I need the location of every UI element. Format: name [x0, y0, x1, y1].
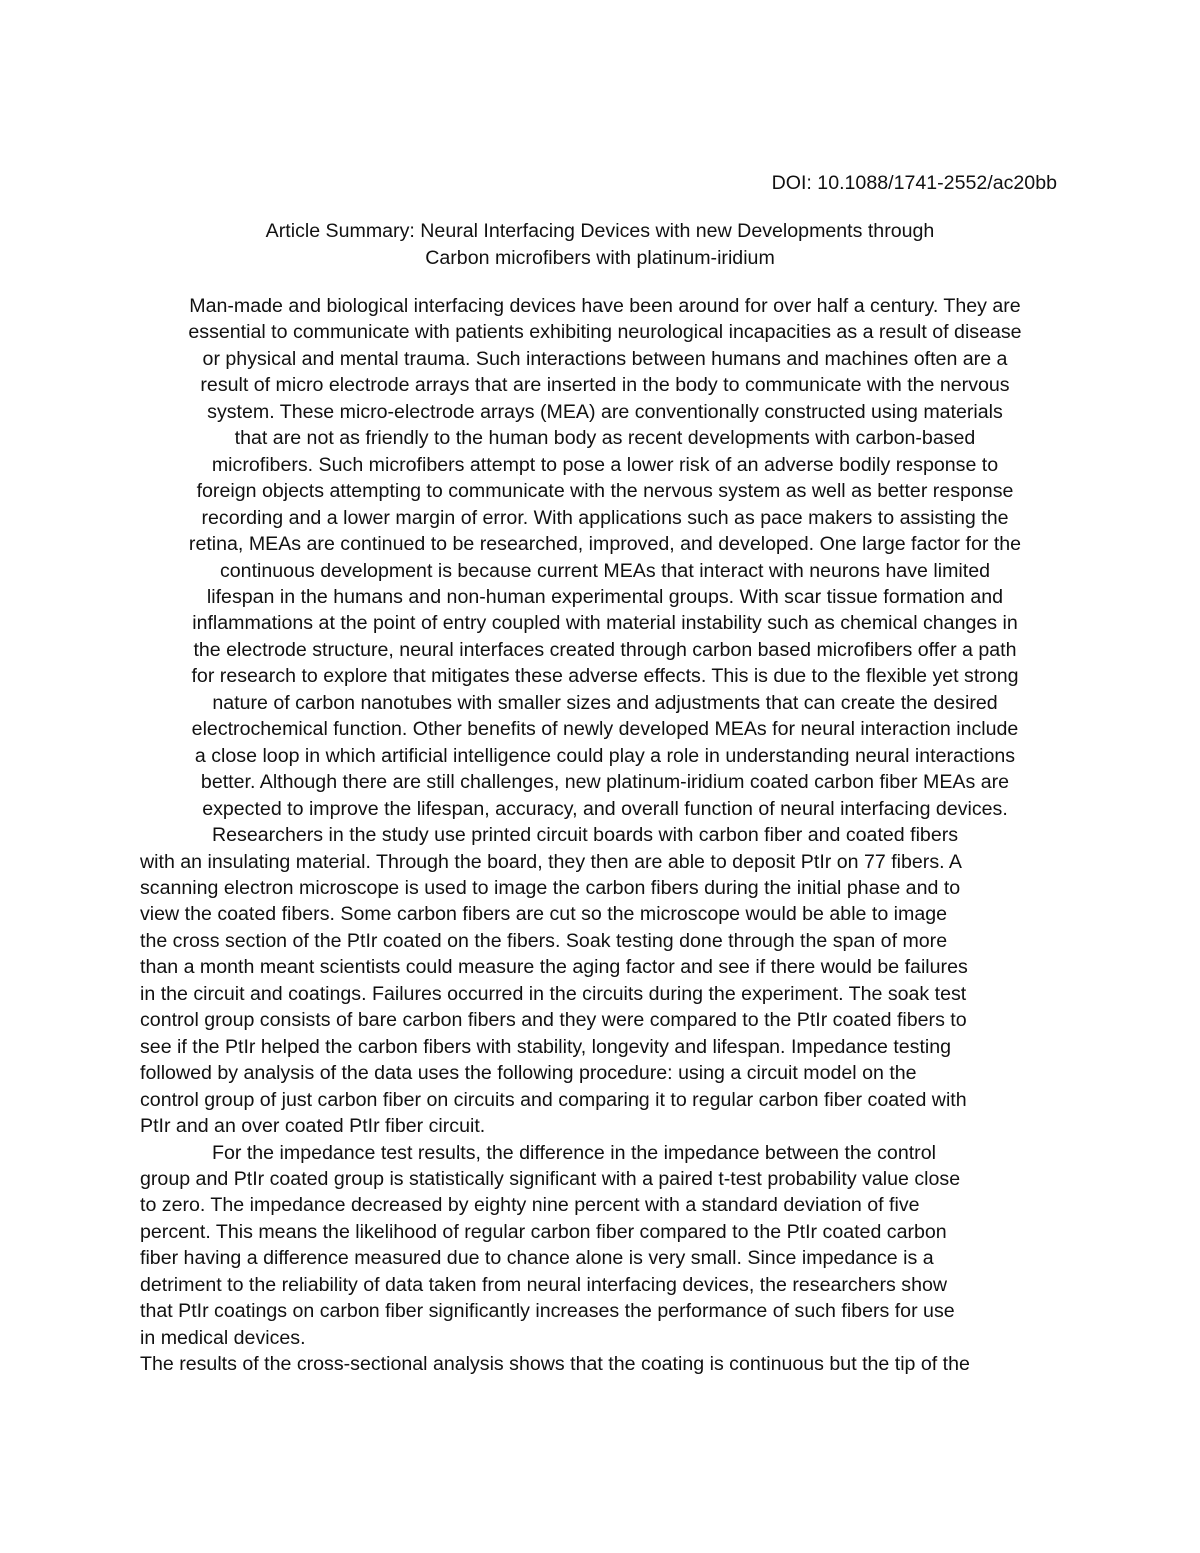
title-line: Carbon microfibers with platinum-iridium: [425, 246, 775, 269]
document-body: [140, 293, 1070, 1378]
text-line: inflammations at the point of entry coupled with material instability such as chemical changes in: [192, 612, 1018, 635]
text-line: the electrode structure, neural interfaces created through carbon based microfibers offer a path: [193, 638, 1017, 661]
text-line: to zero. The impedance decreased by eighty nine percent with a standard deviation of five: [140, 1194, 920, 1217]
text-line: or physical and mental trauma. Such interactions between humans and machines often are a: [202, 347, 1008, 370]
text-line: control group of just carbon fiber on circuits and comparing it to regular carbon fiber coated with: [140, 1088, 967, 1111]
text-line: scanning electron microscope is used to image the carbon fibers during the initial phase and to: [140, 876, 961, 899]
text-line: group and PtIr coated group is statistically significant with a paired t-test probability value close: [140, 1167, 961, 1190]
text-line: electrochemical function. Other benefits of newly developed MEAs for neural interaction include: [191, 718, 1019, 741]
text-line: foreign objects attempting to communicate with the nervous system as well as better response: [196, 480, 1014, 503]
text-line: expected to improve the lifespan, accuracy, and overall function of neural interfacing devices.: [202, 797, 1008, 820]
paragraph-results: [140, 1140, 1070, 1352]
text-line: system. These micro-electrode arrays (MEA) are conventionally constructed using materials: [207, 400, 1003, 423]
paragraph-intro: [140, 293, 1070, 822]
paragraph-cross-section: [140, 1351, 1070, 1377]
text-line: in medical devices.: [140, 1326, 306, 1349]
text-line: PtIr and an over coated PtIr fiber circuit.: [140, 1115, 486, 1138]
paragraph-methods: [140, 822, 1070, 1139]
text-line: for research to explore that mitigates these adverse effects. This is due to the flexible yet strong: [191, 665, 1019, 688]
text-line: a close loop in which artificial intelligence could play a role in understanding neural interactions: [194, 744, 1016, 767]
text-line: microfibers. Such microfibers attempt to pose a lower risk of an adverse bodily response to: [211, 453, 999, 476]
text-line: continuous development is because current MEAs that interact with neurons have limited: [219, 559, 990, 582]
text-line: that PtIr coatings on carbon fiber significantly increases the performance of such fibers for use: [140, 1300, 955, 1323]
text-line: in the circuit and coatings. Failures occurred in the circuits during the experiment. The soak test: [140, 982, 967, 1005]
text-line: view the coated fibers. Some carbon fibers are cut so the microscope would be able to image: [140, 903, 948, 926]
text-line: The results of the cross-sectional analysis shows that the coating is continuous but the tip of the: [140, 1353, 970, 1376]
text-line: better. Although there are still challenges, new platinum-iridium coated carbon fiber MEAs are: [200, 771, 1010, 794]
text-line: fiber having a difference measured due to chance alone is very small. Since impedance is a: [140, 1247, 934, 1270]
text-line: Researchers in the study use printed circuit boards with carbon fiber and coated fibers: [212, 824, 959, 847]
text-line: nature of carbon nanotubes with smaller sizes and adjustments that can create the desired: [212, 691, 998, 714]
title-line: Article Summary: Neural Interfacing Devices with new Developments through: [265, 220, 935, 242]
doi-line: DOI: 10.1088/1741-2552/ac20bb: [771, 172, 1057, 194]
text-line: than a month meant scientists could measure the aging factor and see if there would be failures: [140, 956, 968, 979]
text-line: For the impedance test results, the difference in the impedance between the control: [212, 1141, 936, 1164]
text-line: followed by analysis of the data uses the following procedure: using a circuit model on the: [140, 1062, 917, 1085]
text-line: percent. This means the likelihood of regular carbon fiber compared to the PtIr coated carbon: [140, 1220, 947, 1243]
text-line: retina, MEAs are continued to be researched, improved, and developed. One large factor for the: [188, 533, 1022, 556]
text-line: essential to communicate with patients exhibiting neurological incapacities as a result of disease: [188, 321, 1022, 344]
text-line: with an insulating material. Through the board, they then are able to deposit PtIr on 77 fibers. A: [140, 850, 962, 873]
text-line: that are not as friendly to the human body as recent developments with carbon-based: [234, 427, 976, 450]
text-line: see if the PtIr helped the carbon fibers with stability, longevity and lifespan. Impedance testing: [140, 1035, 952, 1058]
text-line: result of micro electrode arrays that are inserted in the body to communicate with the nervous: [200, 374, 1010, 397]
text-line: the cross section of the PtIr coated on the fibers. Soak testing done through the span of more: [140, 929, 948, 952]
text-line: control group consists of bare carbon fibers and they were compared to the PtIr coated fibers to: [140, 1009, 967, 1032]
text-line: recording and a lower margin of error. With applications such as pace makers to assisting the: [201, 506, 1009, 529]
text-line: lifespan in the humans and non-human experimental groups. With scar tissue formation and: [206, 585, 1004, 608]
document-title: [0, 218, 1200, 271]
text-line: Man-made and biological interfacing devices have been around for over half a century. They are: [189, 295, 1021, 317]
text-line: detriment to the reliability of data taken from neural interfacing devices, the researchers show: [140, 1273, 948, 1296]
